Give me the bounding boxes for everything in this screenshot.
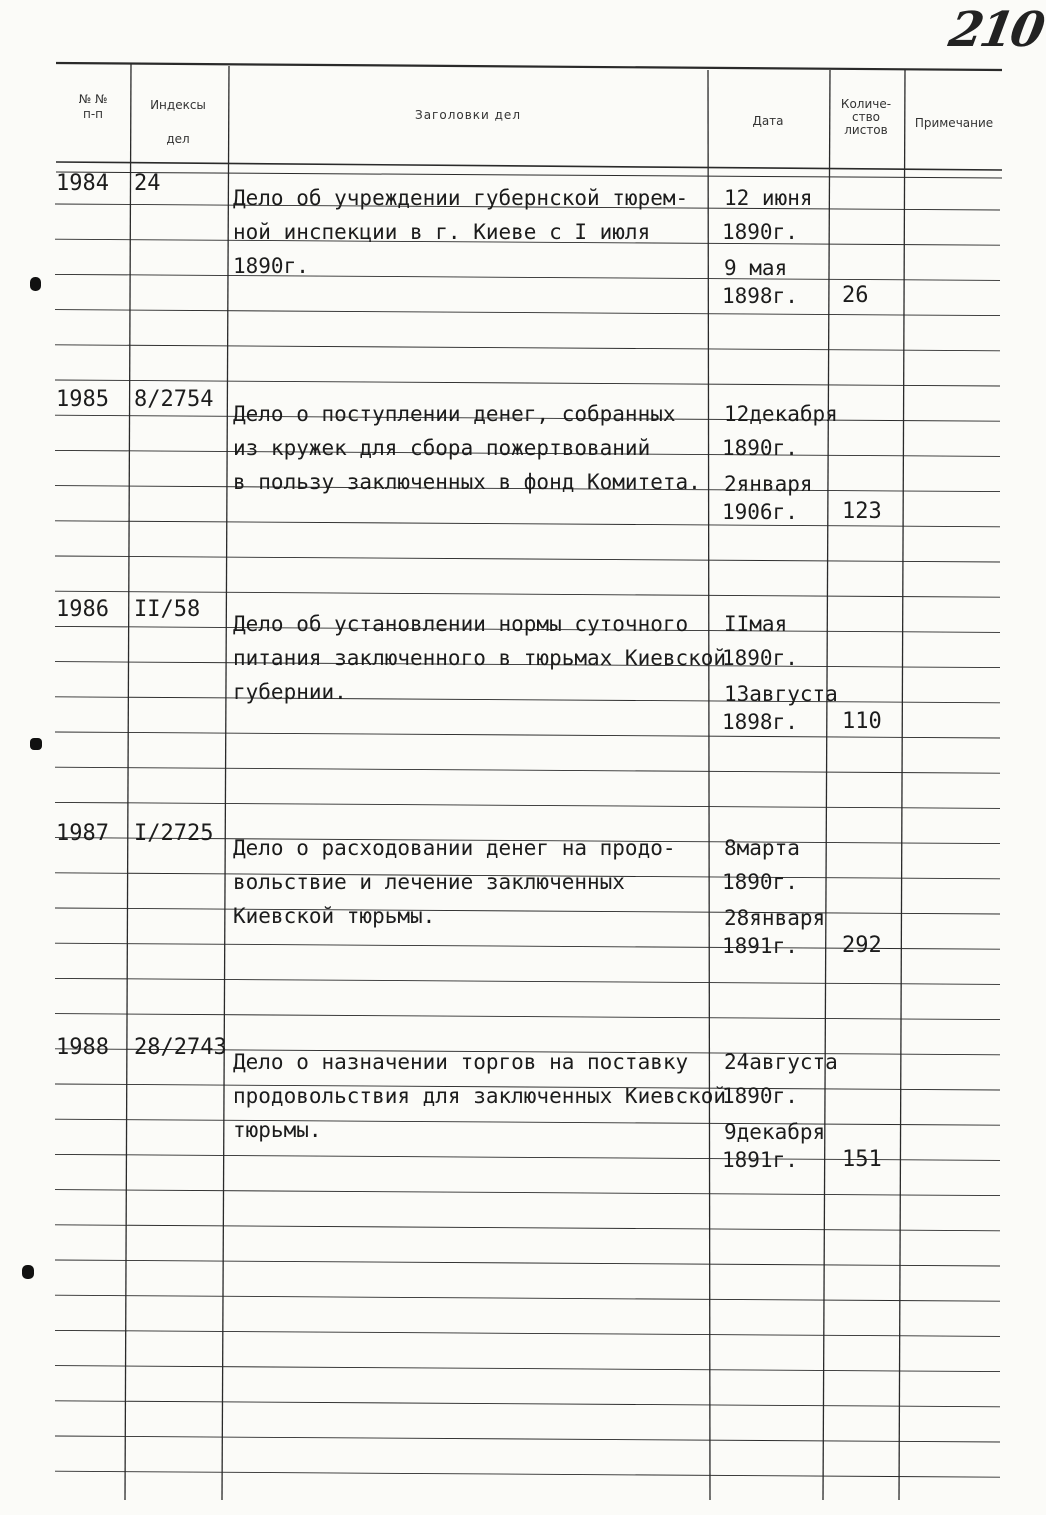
record-index: 24	[134, 171, 161, 196]
row-rule	[55, 1330, 1000, 1336]
row-rule	[55, 767, 1000, 773]
header-sheets: Количе- ство листов	[840, 97, 892, 137]
record-date-line: 28января	[724, 906, 826, 930]
record-title-line: в пользу заключенных в фонд Комитета.	[233, 470, 701, 494]
record-date-line: IIмая	[724, 612, 788, 636]
row-rule	[55, 1436, 1000, 1442]
record-date-line: 13августа	[724, 682, 838, 706]
row-rule	[55, 1014, 1000, 1020]
header-rule	[56, 172, 1002, 178]
record-date-line: 1898г.	[722, 284, 798, 308]
record-title-line: продовольствия для заключенных Киевской	[233, 1084, 727, 1108]
header-number: № № п-п	[78, 92, 108, 121]
row-rule	[55, 310, 1000, 316]
record-number: 1987	[56, 821, 109, 846]
row-rule	[55, 1401, 1000, 1407]
row-rule	[55, 697, 1000, 703]
record-title-line: 1890г.	[233, 254, 309, 278]
record-date-line: 2января	[724, 472, 813, 496]
record-number: 1985	[56, 387, 109, 412]
row-rule	[55, 978, 1000, 984]
row-rule	[55, 908, 1000, 914]
record-date-line: 1890г.	[722, 870, 798, 894]
record-date-line: 1890г.	[722, 646, 798, 670]
record-date-line: 1890г.	[722, 1084, 798, 1108]
row-rule	[55, 1260, 1000, 1266]
column-rule	[708, 70, 710, 1500]
record-title-line: Дело об установлении нормы суточного	[233, 612, 689, 636]
row-rule	[55, 1295, 1000, 1301]
record-number: 1988	[56, 1035, 109, 1060]
record-title-line: тюрьмы.	[233, 1118, 322, 1142]
row-rule	[55, 1225, 1000, 1231]
record-date-line: 1898г.	[722, 710, 798, 734]
record-title-line: ной инспекции в г. Киеве с I июля	[233, 220, 651, 244]
record-title-line: Дело о назначении торгов на поставку	[233, 1050, 689, 1074]
top-rule	[56, 63, 1002, 70]
record-title-line: питания заключенного в тюрьмах Киевской	[233, 646, 727, 670]
record-title-line: Дело о поступлении денег, собранных	[233, 402, 676, 426]
row-rule	[55, 802, 1000, 808]
record-sheet-count: 123	[842, 499, 882, 524]
header-date: Дата	[752, 114, 784, 128]
row-rule	[55, 1190, 1000, 1196]
record-title-line: из кружек для сбора пожертвований	[233, 436, 651, 460]
record-date-line: 1890г.	[722, 220, 798, 244]
record-sheet-count: 292	[842, 933, 882, 958]
record-date-line: 24августа	[724, 1050, 838, 1074]
record-number: 1986	[56, 597, 109, 622]
binding-hole-mark	[30, 738, 42, 750]
record-date-line: 1891г.	[722, 934, 798, 958]
row-rule	[55, 1366, 1000, 1372]
record-date-line: 9 мая	[724, 256, 788, 280]
record-sheet-count: 110	[842, 709, 882, 734]
column-rule	[222, 66, 229, 1500]
header-note: Примечание	[914, 116, 994, 130]
record-title-line: вольствие и лечение заключенных	[233, 870, 625, 894]
column-rule	[899, 70, 905, 1500]
record-date-line: 8марта	[724, 836, 800, 860]
record-date-line: 9декабря	[724, 1120, 826, 1144]
binding-hole-mark	[22, 1265, 34, 1279]
record-title-line: Дело об учреждении губернской тюрем-	[233, 186, 689, 210]
page-number: 210	[945, 2, 1046, 58]
row-rule	[55, 1119, 1000, 1125]
row-rule	[55, 345, 1000, 351]
header-index: Индексы дел	[150, 98, 206, 146]
record-index: 28/2743	[134, 1035, 227, 1060]
record-sheet-count: 151	[842, 1147, 882, 1172]
row-rule	[55, 1471, 1000, 1477]
header-title: Заголовки дел	[415, 108, 521, 122]
record-date-line: 1891г.	[722, 1148, 798, 1172]
column-rule	[823, 70, 830, 1500]
record-title-line: Дело о расходовании денег на продо-	[233, 836, 676, 860]
row-rule	[55, 274, 1000, 280]
record-number: 1984	[56, 171, 109, 196]
row-rule	[55, 556, 1000, 562]
row-rule	[55, 380, 1000, 386]
header-rule	[56, 162, 1002, 170]
column-rule	[125, 64, 131, 1500]
record-index: I/2725	[134, 821, 214, 846]
record-title-line: губернии.	[233, 680, 347, 704]
binding-hole-mark	[30, 277, 41, 291]
record-index: 8/2754	[134, 387, 214, 412]
record-date-line: 1890г.	[722, 436, 798, 460]
record-date-line: 12декабря	[724, 402, 838, 426]
record-date-line: 1906г.	[722, 500, 798, 524]
record-title-line: Киевской тюрьмы.	[233, 904, 436, 928]
record-sheet-count: 26	[842, 283, 869, 308]
record-index: II/58	[134, 597, 201, 622]
record-date-line: 12 июня	[724, 186, 813, 210]
